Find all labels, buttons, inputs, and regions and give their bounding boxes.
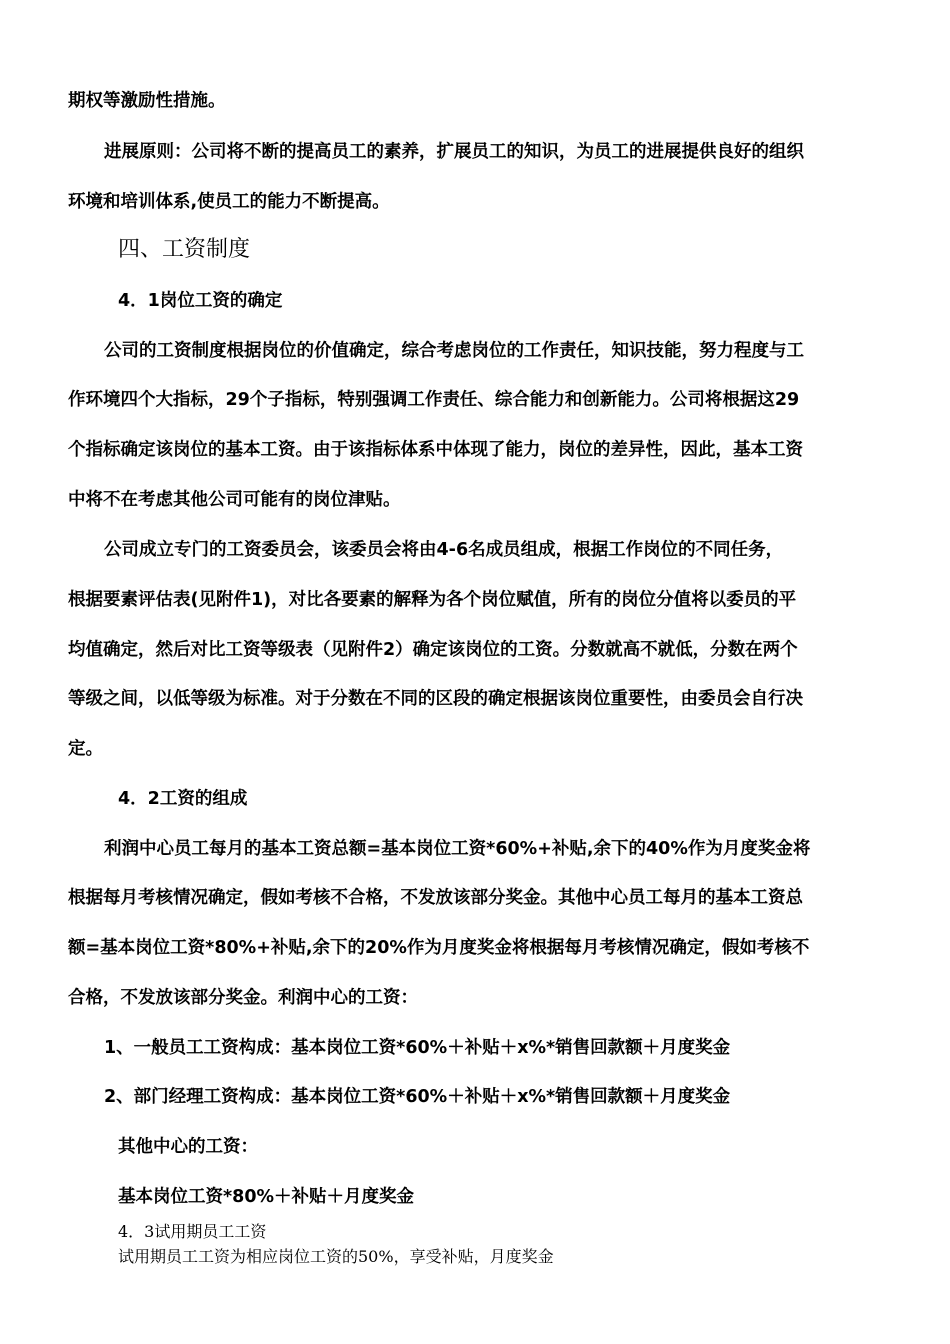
paragraph-line: 均值确定，然后对比工资等级表（见附件2）确定该岗位的工资。分数就高不就低，分数在两个 xyxy=(68,640,798,660)
paragraph-line: 合格，不发放该部分奖金。利润中心的工资： xyxy=(68,988,418,1008)
paragraph-line: 等级之间，以低等级为标准。对于分数在不同的区段的确定根据该岗位重要性，由委员会自行决 xyxy=(68,689,803,709)
paragraph-line: 环境和培训体系,使员工的能力不断提高。 xyxy=(68,192,390,212)
list-item: 1、一般员工工资构成：基本岗位工资*60%＋补贴＋x%*销售回款额＋月度奖金 xyxy=(104,1038,731,1058)
subsection-heading: 4．1岗位工资的确定 xyxy=(118,291,283,311)
paragraph-line: 额=基本岗位工资*80%+补贴,余下的20%作为月度奖金将根据每月考核情况确定，假如考核不 xyxy=(68,938,810,958)
paragraph-line: 个指标确定该岗位的基本工资。由于该指标体系中体现了能力，岗位的差异性，因此，基本工资 xyxy=(68,440,803,460)
paragraph-line: 定。 xyxy=(68,739,103,759)
subsection-heading: 4．2工资的组成 xyxy=(118,789,248,809)
paragraph-line: 作环境四个大指标，29个子指标，特别强调工作责任、综合能力和创新能力。公司将根据这29 xyxy=(68,390,800,410)
paragraph-line: 试用期员工工资为相应岗位工资的50%，享受补贴，月度奖金 xyxy=(118,1247,554,1266)
subsection-heading: 4．3试用期员工工资 xyxy=(118,1222,267,1241)
paragraph-line: 期权等激励性措施。 xyxy=(68,91,226,111)
paragraph-line: 利润中心员工每月的基本工资总额=基本岗位工资*60%+补贴,余下的40%作为月度奖金将 xyxy=(104,839,811,859)
paragraph-line: 其他中心的工资： xyxy=(118,1137,258,1157)
paragraph-line: 根据要素评估表(见附件1)，对比各要素的解释为各个岗位赋值，所有的岗位分值将以委员的平 xyxy=(68,590,797,610)
paragraph-line: 公司成立专门的工资委员会，该委员会将由4-6名成员组成，根据工作岗位的不同任务， xyxy=(104,540,784,560)
section-heading: 四、工资制度 xyxy=(118,237,251,262)
paragraph-line: 进展原则：公司将不断的提高员工的素养，扩展员工的知识，为员工的进展提供良好的组织 xyxy=(104,142,804,162)
paragraph-line: 根据每月考核情况确定，假如考核不合格，不发放该部分奖金。其他中心员工每月的基本工资总 xyxy=(68,888,803,908)
formula-line: 基本岗位工资*80%＋补贴＋月度奖金 xyxy=(118,1187,415,1207)
paragraph-line: 公司的工资制度根据岗位的价值确定，综合考虑岗位的工作责任，知识技能，努力程度与工 xyxy=(104,341,804,361)
list-item: 2、部门经理工资构成：基本岗位工资*60%＋补贴＋x%*销售回款额＋月度奖金 xyxy=(104,1087,731,1107)
paragraph-line: 中将不在考虑其他公司可能有的岗位津贴。 xyxy=(68,490,401,510)
